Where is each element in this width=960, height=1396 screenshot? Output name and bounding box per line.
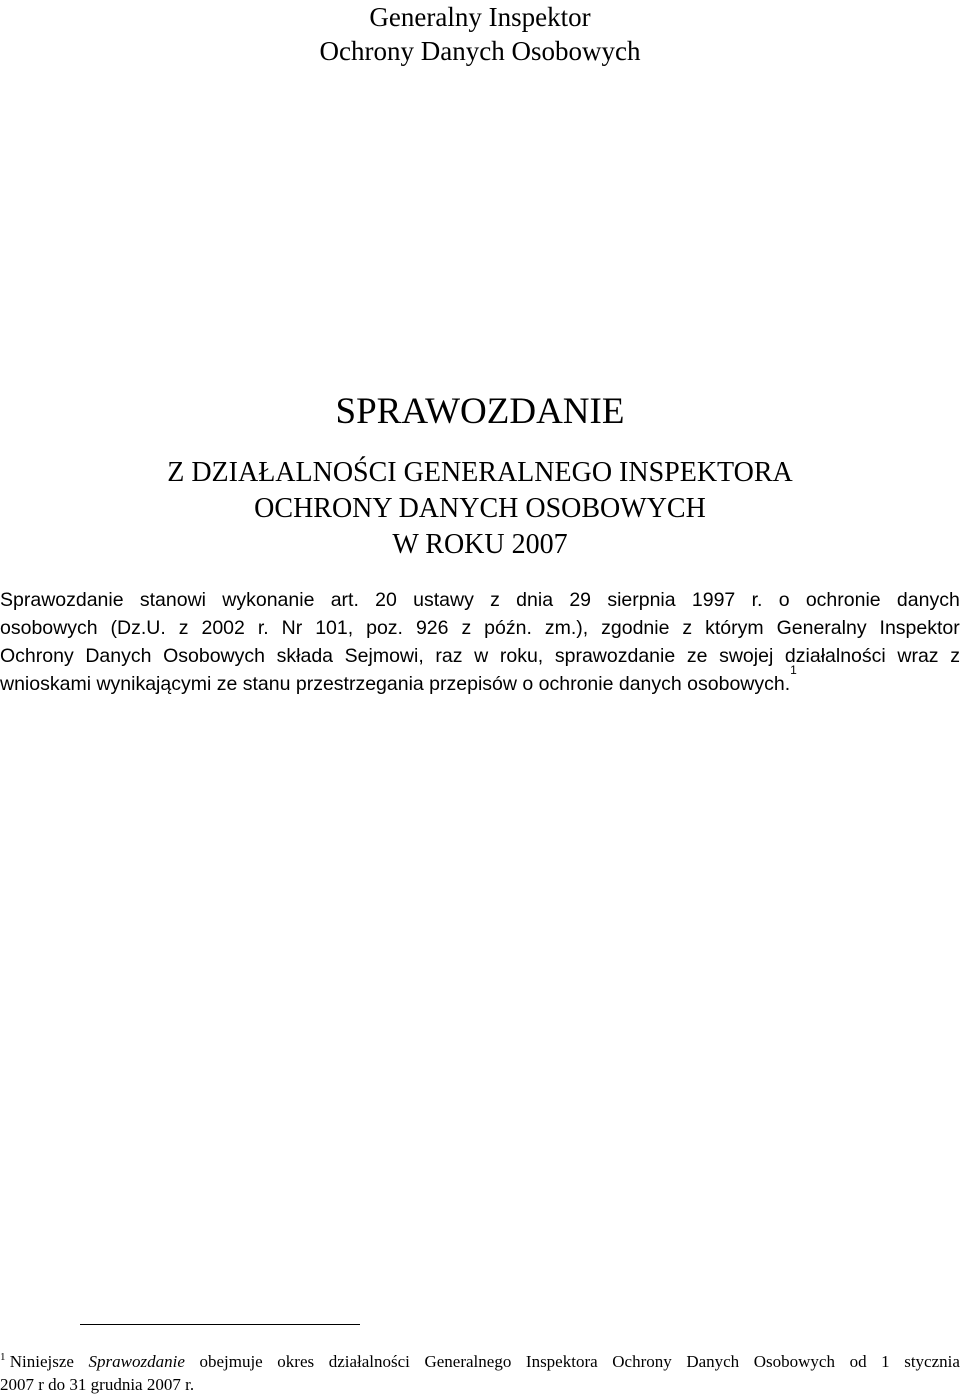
footnote-text-before: Niniejsze [9,1352,74,1371]
footnote-reference[interactable]: 1 [790,663,797,677]
word: od [849,1352,867,1371]
word: Inspektor [879,617,960,639]
word: osobowych [0,617,98,639]
word: dnia [516,589,554,611]
word: późn. [484,617,532,639]
word: poz. [366,617,403,639]
header-line-2: Ochrony Danych Osobowych [319,36,641,66]
word: Sprawozdanie [0,589,124,611]
word: Danych [686,1352,740,1371]
subtitle-line-3: W ROKU 2007 [392,529,568,560]
word: Ochrony [0,645,74,667]
paragraph-line-4-text: wnioskami wynikającymi ze stanu przestrzegania przepisów o ochronie danych osobowych. [0,673,791,695]
word: 29 [569,589,592,611]
word: składa [276,645,334,667]
document-title: SPRAWOZDANIE [335,391,625,432]
word: wraz [897,645,939,667]
word: Nr [281,617,303,639]
word: działalności [784,645,886,667]
word: sprawozdanie [554,645,676,667]
word: Generalny [776,617,867,639]
word: o [778,589,790,611]
word: z [461,617,472,639]
word: Danych [85,645,152,667]
word: r. [751,589,763,611]
word: zgodnie [601,617,670,639]
word: 1 [881,1352,890,1371]
header-line-1: Generalny Inspektor [369,2,591,32]
word: 926 [415,617,449,639]
word: ustawy [413,589,474,611]
word: z [490,589,500,611]
word: zm.), [544,617,589,639]
paragraph-line-3 [0,642,960,670]
word: ze [686,645,708,667]
document-header [0,0,960,68]
paragraph-line-1 [0,586,960,614]
word: z [950,645,960,667]
word: z [682,617,693,639]
word: r. [257,617,269,639]
word: Inspektora [525,1352,598,1371]
word: którym [705,617,764,639]
word: Sejmowi, [344,645,424,667]
footnote-lead [0,1350,74,1373]
word: Osobowych [753,1352,835,1371]
word: 101, [315,617,354,639]
word: w [474,645,489,667]
footnote [0,1350,960,1396]
word: okres [277,1352,315,1371]
word: Osobowych [163,645,265,667]
word: obejmuje [199,1352,263,1371]
word: 2002 [201,617,245,639]
footnote-separator [80,1324,360,1325]
word: wykonanie [222,589,315,611]
footnote-emphasis: Sprawozdanie [88,1352,185,1371]
word: raz [435,645,463,667]
footnote-line-2-text: 2007 r do 31 grudnia 2007 r. [0,1375,195,1394]
paragraph-line-2 [0,614,960,642]
footnote-line-1 [0,1350,960,1373]
subtitle-line-1: Z DZIAŁALNOŚCI GENERALNEGO INSPEKTORA [167,457,793,488]
word: Generalnego [424,1352,512,1371]
intro-paragraph [0,586,960,698]
word: Ochrony [612,1352,672,1371]
paragraph-line-4 [0,663,960,698]
word: działalności [328,1352,410,1371]
word: swojej [719,645,774,667]
document-subtitle [0,455,960,563]
word: sierpnia [607,589,676,611]
word: 20 [375,589,397,611]
word: z [178,617,189,639]
word: ochronie [805,589,881,611]
word: (Dz.U. [110,617,166,639]
subtitle-line-2: OCHRONY DANYCH OSOBOWYCH [254,493,706,524]
word: stycznia [904,1352,960,1371]
word: roku, [499,645,544,667]
word: 1997 [691,589,736,611]
footnote-line-2 [0,1373,960,1396]
word: stanowi [139,589,206,611]
word: danych [896,589,960,611]
footnote-number: 1 [0,1351,6,1363]
word: art. [330,589,359,611]
